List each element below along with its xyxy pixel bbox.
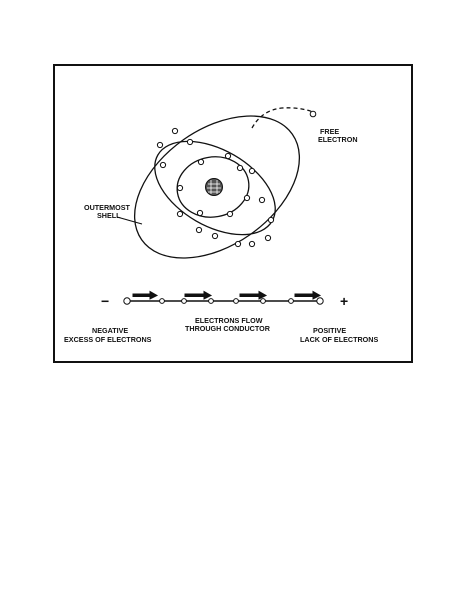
flow-arrow-4 (295, 292, 320, 300)
negative-label-2: EXCESS OF ELECTRONS (64, 335, 152, 344)
atom (108, 87, 325, 288)
positive-terminal (317, 298, 323, 304)
nucleus (206, 179, 223, 196)
positive-sign: + (340, 293, 349, 309)
free-electron-label-1: FREE (320, 127, 340, 136)
flow-label-2: THROUGH CONDUCTOR (185, 324, 270, 333)
negative-sign: − (101, 293, 110, 309)
flow-arrow-1 (133, 292, 157, 300)
outermost-shell-label-2: SHELL (97, 211, 121, 220)
free-electron-label-2: ELECTRON (318, 135, 358, 144)
outermost-shell-leader (117, 217, 142, 224)
flow-arrow-3 (240, 292, 266, 300)
flow-label-1: ELECTRONS FLOW (195, 316, 263, 325)
positive-label-1: POSITIVE (313, 326, 347, 335)
free-electron (310, 111, 316, 117)
negative-label-1: NEGATIVE (92, 326, 129, 335)
positive-label-2: LACK OF ELECTRONS (300, 335, 379, 344)
flow-arrow-2 (185, 292, 211, 300)
negative-terminal (124, 298, 130, 304)
flow-arrows (133, 292, 320, 300)
outermost-shell-label-1: OUTERMOST (84, 203, 130, 212)
